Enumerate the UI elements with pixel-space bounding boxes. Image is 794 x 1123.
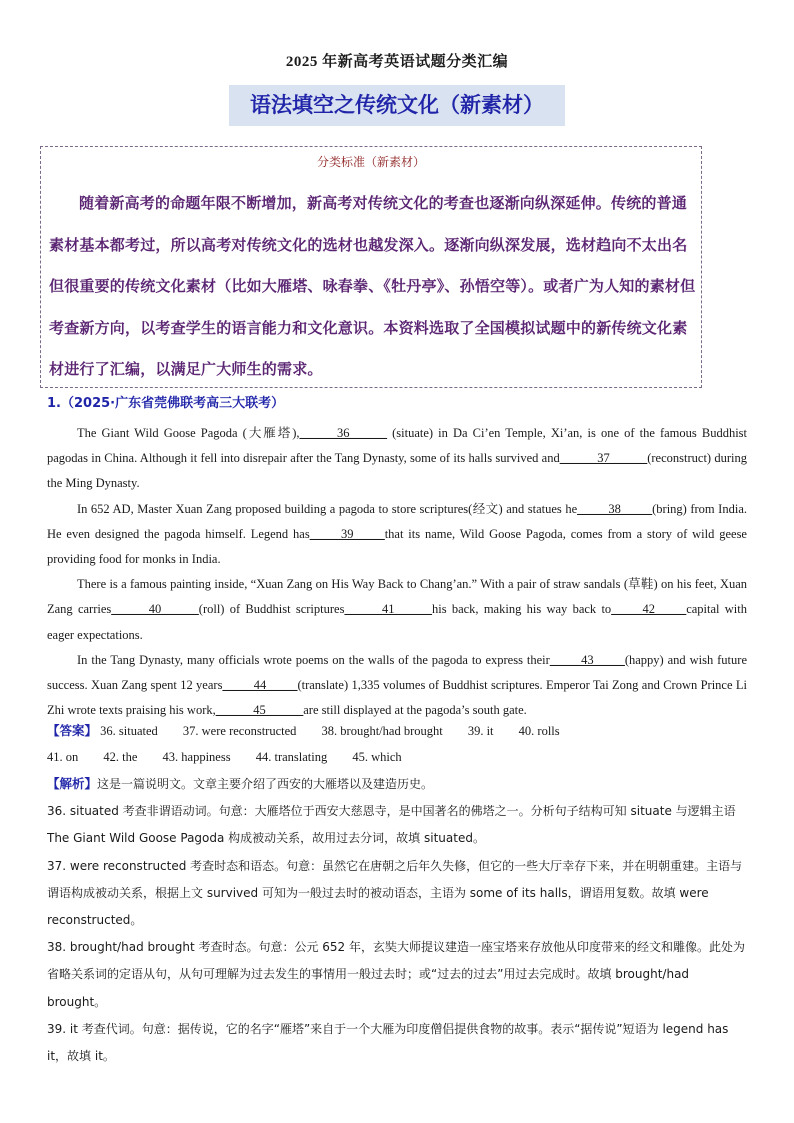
question-title: 1.（2025·广东省莞佛联考高三大联考） <box>47 396 285 411</box>
answer-item: 45. which <box>352 750 402 764</box>
text-span: (happy) and wish future success. Xuan Zang spent 12 years <box>47 652 747 693</box>
passage-paragraph-2 <box>47 497 747 573</box>
explanation-item: 36. situated 考查非谓语动词。句意：大雁塔位于西安大慈恩寺，是中国著名的佛塔之一。分析句子结构可知 situate 与逻辑主语 The Giant Wild Goose Pagoda 构成被动关系，故用过去分词，故填 situated。 <box>47 804 736 846</box>
answer-item: 42. the <box>103 750 138 764</box>
text-span: his back, making his way back to <box>431 602 612 617</box>
explanation-block <box>47 770 751 1070</box>
explanation-item: 39. it 考查代词。句意：据传说，它的名字“雁塔”来自于一个大雁为印度僧侣提供食物的故事。表示“据传说”短语为 legend has it，故填 it。 <box>47 1021 729 1064</box>
passage <box>47 421 747 723</box>
text-span: capital with eager expectations. <box>47 602 748 642</box>
answer-row-2 <box>47 744 747 770</box>
text-span: (situate) in Da Ci’en Temple, Xi’an, is one of the famous Buddhist pagodas in China. Although it fell into disrepair after the Tang Dynasty, some of its halls survived and <box>47 426 748 466</box>
blank-39: _____39_____ <box>309 526 385 541</box>
text-span: (reconstruct) during the Ming Dynasty. <box>47 451 747 491</box>
text-span: There is a famous painting inside, “Xuan Zang on His Way Back to Chang’an.” With a pair of straw sandals (草鞋) on his feet, Xuan Zang carries <box>47 577 747 617</box>
text-span: In 652 AD, Master Xuan Zang proposed building a pagoda to store scriptures(经文) and statues he <box>77 501 578 516</box>
answer-item: 41. on <box>47 750 79 764</box>
intro-box <box>40 146 702 388</box>
answer-item: 43. happiness <box>162 750 231 764</box>
blank-37: ______37______ <box>559 451 648 466</box>
answer-block <box>47 718 747 770</box>
explanation-intro <box>47 770 751 798</box>
explanation-item: 38. brought/had brought 考查时态。句意：公元 652 年，玄奘大师提议建造一座宝塔来存放他从印度带来的经文和雕像。此处为省略关系词的定语从句，从句可理解为过去发生的事情用一般过去时；或“过去的过去”用过去完成时。故填 brought/had brought。 <box>47 940 746 1009</box>
blank-41: ______41______ <box>344 602 432 617</box>
text-span: The Giant Wild Goose Pagoda (大雁塔), <box>77 426 300 440</box>
answer-item: 40. rolls <box>518 724 560 738</box>
blank-43: _____43_____ <box>549 652 625 667</box>
main-title: 语法填空之传统文化（新素材） <box>250 93 544 117</box>
blank-45: ______45______ <box>215 703 304 718</box>
answer-item: 37. were reconstructed <box>182 724 297 738</box>
text-span: (bring) from India. He even designed the pagoda himself. Legend has <box>47 501 747 541</box>
blank-38: _____38_____ <box>577 501 653 516</box>
text-span: that its name, Wild Goose Pagoda, comes from a story of wild geese providing food for monks in India. <box>47 526 747 567</box>
passage-paragraph-1 <box>47 421 747 497</box>
text-span: (translate) 1,335 volumes of Buddhist scriptures. Emperor Tai Zong and Crown Prince Li Zhi wrote texts praising his work, <box>47 678 747 718</box>
explanation-intro-text: 这是一篇说明文。文章主要介绍了西安的大雁塔以及建造历史。 <box>97 777 434 791</box>
answer-item: 39. it <box>467 724 494 738</box>
intro-text: 随着新高考的命题年限不断增加，新高考对传统文化的考查也逐渐向纵深延伸。传统的普通素材基本都考过，所以高考对传统文化的选材也越发深入。逐渐向纵深发展，选材趋向不太出名但很重要的传统文化素材（比如大雁塔、咏春拳、《牡丹亭》、孙悟空等）。或者广为人知的素材但考查新方向，以考查学生的语言能力和文化意识。本资料选取了全国模拟试题中的新传统文化素材进行了汇编，以满足广大师生的需求。 <box>49 194 696 378</box>
passage-paragraph-3 <box>47 572 747 648</box>
explanation-item: 37. were reconstructed 考查时态和语态。句意：虽然它在唐朝之后年久失修，但它的一些大厅幸存下来，并在明朝重建。主语与谓语构成被动关系，根据上文 survived 可知为一般过去时的被动语态，主语为 some of its halls，谓语用复数。故填 were reconstructed。 <box>47 858 743 928</box>
blank-40: ______40______ <box>111 602 199 617</box>
explanation-tag: 【解析】 <box>47 776 98 791</box>
blank-42: _____42_____ <box>611 602 687 617</box>
answer-item: 44. translating <box>255 750 328 764</box>
answer-tag: 【答案】 <box>47 723 98 738</box>
passage-paragraph-4 <box>47 648 747 724</box>
text-span: are still displayed at the pagoda’s south gate. <box>303 703 527 718</box>
document-subtitle: 2025 年新高考英语试题分类汇编 <box>285 54 509 70</box>
answer-item: 38. brought/had brought <box>321 724 443 738</box>
main-title-box <box>229 85 565 126</box>
blank-44: _____44_____ <box>222 678 298 693</box>
intro-heading: 分类标准（新素材） <box>316 155 425 169</box>
text-span: In the Tang Dynasty, many officials wrote poems on the walls of the pagoda to express their <box>77 652 550 667</box>
text-span: (roll) of Buddhist scriptures <box>198 602 345 617</box>
answer-item: 36. situated <box>100 724 158 738</box>
answer-row-1 <box>47 718 747 744</box>
blank-36: ______36______ <box>299 426 388 440</box>
